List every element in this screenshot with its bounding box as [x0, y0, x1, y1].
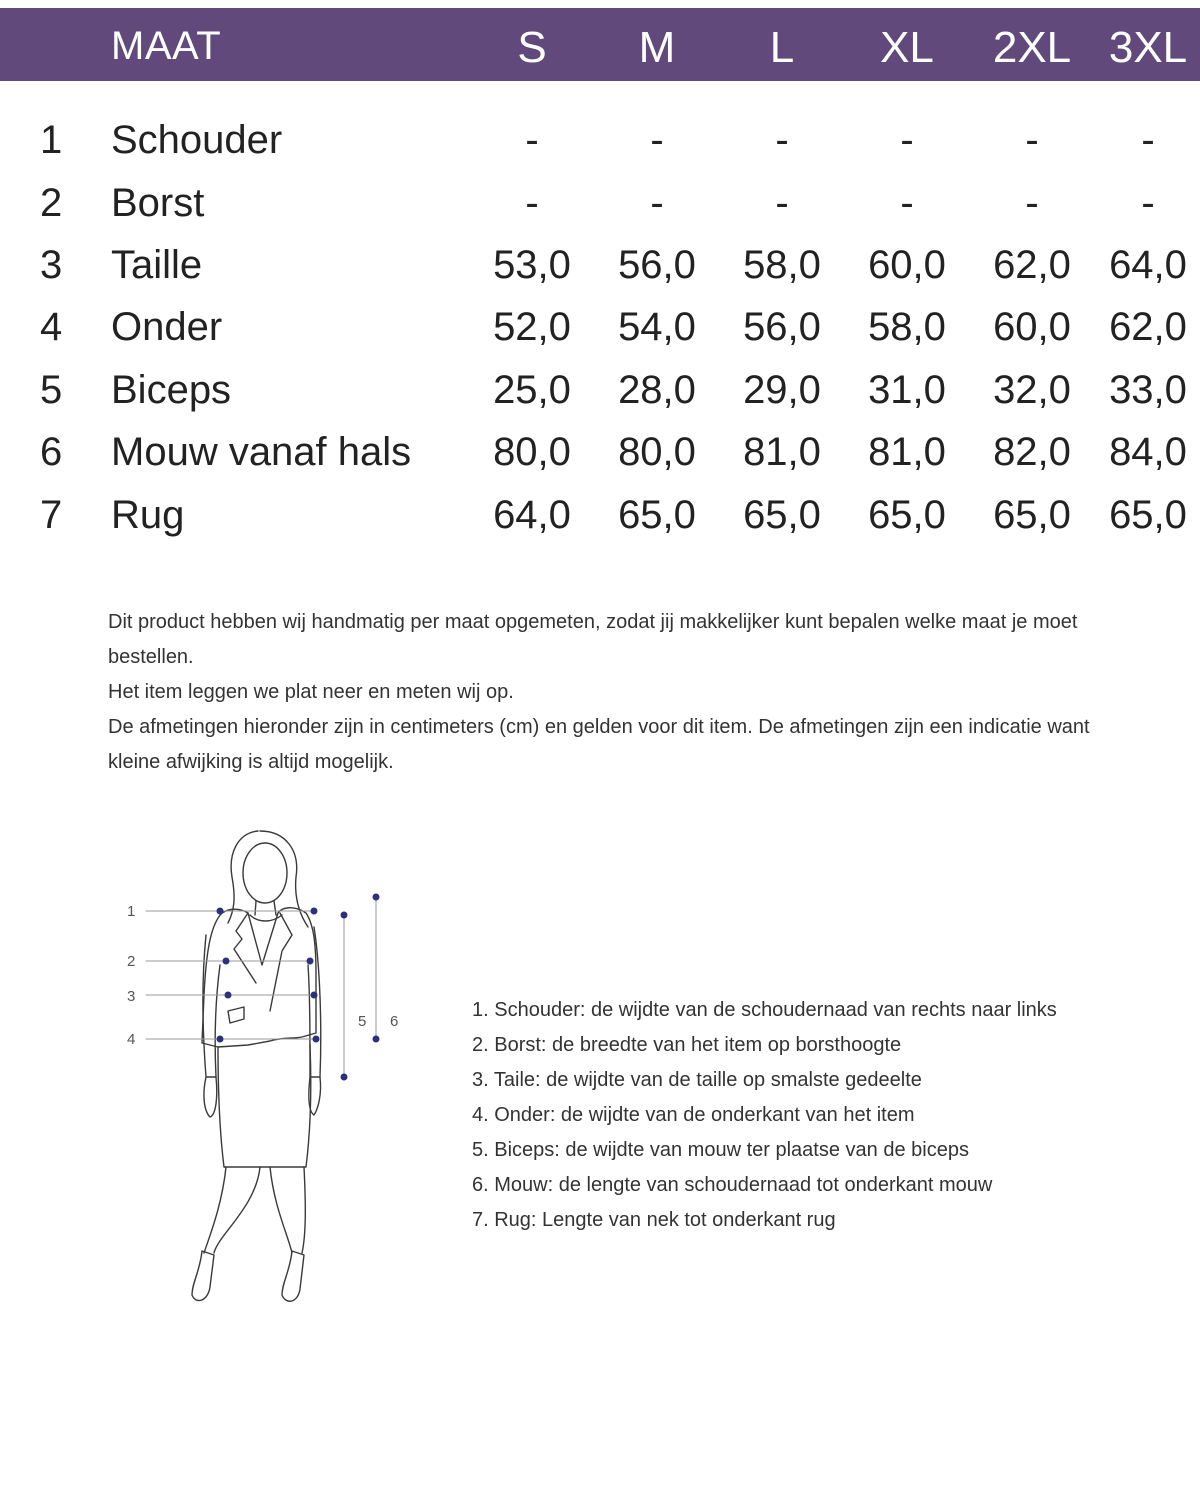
table-cell: -: [775, 181, 789, 225]
size-header-label: MAAT: [111, 24, 222, 68]
table-cell: 65,0: [618, 493, 696, 537]
table-cell: 33,0: [1109, 368, 1187, 412]
marker-dot: [311, 908, 318, 915]
table-cell: -: [525, 118, 539, 162]
size-col-2xl: 2XL: [992, 23, 1072, 72]
measurement-legend: [472, 993, 1172, 1238]
table-cell: 64,0: [493, 493, 571, 537]
table-cell: -: [650, 118, 664, 162]
table-cell: 82,0: [993, 430, 1071, 474]
table-cell: 56,0: [743, 305, 821, 349]
intro-text: [108, 605, 1108, 780]
marker-dot: [313, 1036, 320, 1043]
table-row: [0, 297, 1200, 357]
figure-label-4: 4: [127, 1031, 136, 1048]
table-cell: 81,0: [868, 430, 946, 474]
legend-item: 7. Rug: Lengte van nek tot onderkant rug: [472, 1209, 836, 1231]
figure-label-3: 3: [127, 988, 136, 1005]
table-cell: -: [900, 118, 914, 162]
table-cell: 80,0: [618, 430, 696, 474]
row-label: Onder: [111, 305, 223, 349]
marker-dot: [223, 958, 230, 965]
marker-dot: [373, 1036, 380, 1043]
size-col-l: L: [769, 23, 795, 72]
table-cell: -: [1025, 181, 1039, 225]
row-number: 4: [40, 305, 63, 349]
figure-lapel-left: [234, 913, 256, 983]
figure-right-shoe: [282, 1251, 304, 1301]
figure-label-1: 1: [127, 903, 136, 920]
table-cell: 64,0: [1109, 243, 1187, 287]
table-cell: 60,0: [993, 305, 1071, 349]
table-cell: 53,0: [493, 243, 571, 287]
intro-paragraph: De afmetingen hieronder zijn in centimeters (cm) en gelden voor dit item. De afmetingen zijn een indicatie want kleine afwijking is altijd mogelijk.: [108, 716, 1090, 773]
table-row: [0, 485, 1200, 545]
figure-label-5: 5: [358, 1013, 367, 1030]
marker-dot: [311, 992, 318, 999]
figure-label-2: 2: [127, 953, 136, 970]
row-number: 5: [40, 368, 63, 412]
row-number: 2: [40, 181, 63, 225]
intro-paragraph: Dit product hebben wij handmatig per maat opgemeten, zodat jij makkelijker kunt bepalen welke maat je moet bestellen.: [108, 611, 1078, 668]
table-row: [0, 422, 1200, 482]
marker-dot: [341, 912, 348, 919]
size-col-3xl: 3XL: [1108, 23, 1188, 72]
figure-right-leg: [270, 1167, 305, 1253]
row-label: Schouder: [111, 118, 283, 162]
figure-hair: [228, 831, 308, 927]
figure-head: [243, 843, 287, 903]
figure-left-hand: [204, 1077, 217, 1117]
marker-dot: [373, 894, 380, 901]
table-cell: 62,0: [993, 243, 1071, 287]
table-cell: -: [775, 118, 789, 162]
table-cell: -: [525, 181, 539, 225]
size-col-xl: XL: [880, 23, 934, 72]
legend-item: 4. Onder: de wijdte van de onderkant van het item: [472, 1104, 915, 1126]
legend-item: 3. Taile: de wijdte van de taille op smalste gedeelte: [472, 1069, 922, 1091]
table-cell: 56,0: [618, 243, 696, 287]
size-col-s: S: [517, 23, 547, 72]
table-row: [0, 110, 1200, 170]
figure-skirt: [218, 1045, 311, 1167]
measurement-illustration: [110, 815, 430, 1335]
row-number: 6: [40, 430, 63, 474]
figure-pocket: [228, 1007, 244, 1023]
table-cell: -: [650, 181, 664, 225]
table-cell: 52,0: [493, 305, 571, 349]
table-cell: -: [1141, 118, 1155, 162]
size-col-m: M: [638, 23, 676, 72]
table-cell: 31,0: [868, 368, 946, 412]
legend-item: 5. Biceps: de wijdte van mouw ter plaatse van de biceps: [472, 1139, 969, 1161]
table-cell: 32,0: [993, 368, 1071, 412]
table-cell: 60,0: [868, 243, 946, 287]
row-label: Biceps: [111, 368, 232, 412]
row-label: Mouw vanaf hals: [111, 430, 412, 474]
legend-item: 1. Schouder: de wijdte van de schoudernaad van rechts naar links: [472, 999, 1057, 1021]
table-cell: 58,0: [743, 243, 821, 287]
marker-dot: [217, 1036, 224, 1043]
figure-left-shoe: [192, 1251, 214, 1301]
table-cell: 84,0: [1109, 430, 1187, 474]
row-number: 3: [40, 243, 63, 287]
table-cell: 54,0: [618, 305, 696, 349]
legend-item: 2. Borst: de breedte van het item op borsthoogte: [472, 1034, 902, 1056]
table-cell: 65,0: [743, 493, 821, 537]
table-row: [0, 360, 1200, 420]
row-label: Taille: [111, 243, 203, 287]
marker-dot: [225, 992, 232, 999]
legend-item: 6. Mouw: de lengte van schoudernaad tot onderkant mouw: [472, 1174, 993, 1196]
row-label: Rug: [111, 493, 185, 537]
row-number: 1: [40, 118, 63, 162]
table-cell: 65,0: [993, 493, 1071, 537]
table-cell: 28,0: [618, 368, 696, 412]
figure-label-6: 6: [390, 1013, 399, 1030]
table-cell: -: [1025, 118, 1039, 162]
figure-left-leg: [204, 1167, 260, 1253]
table-cell: 65,0: [1109, 493, 1187, 537]
marker-dot: [341, 1074, 348, 1081]
intro-paragraph: Het item leggen we plat neer en meten wij op.: [108, 681, 514, 703]
table-cell: -: [1141, 181, 1155, 225]
row-number: 7: [40, 493, 63, 537]
table-cell: 62,0: [1109, 305, 1187, 349]
table-row: [0, 235, 1200, 295]
table-row: [0, 173, 1200, 233]
table-cell: 80,0: [493, 430, 571, 474]
table-cell: 65,0: [868, 493, 946, 537]
size-header-bar: [0, 8, 1200, 81]
row-label: Borst: [111, 181, 205, 225]
marker-dot: [217, 908, 224, 915]
table-cell: 58,0: [868, 305, 946, 349]
table-cell: 25,0: [493, 368, 571, 412]
table-cell: -: [900, 181, 914, 225]
marker-dot: [307, 958, 314, 965]
table-cell: 29,0: [743, 368, 821, 412]
table-cell: 81,0: [743, 430, 821, 474]
